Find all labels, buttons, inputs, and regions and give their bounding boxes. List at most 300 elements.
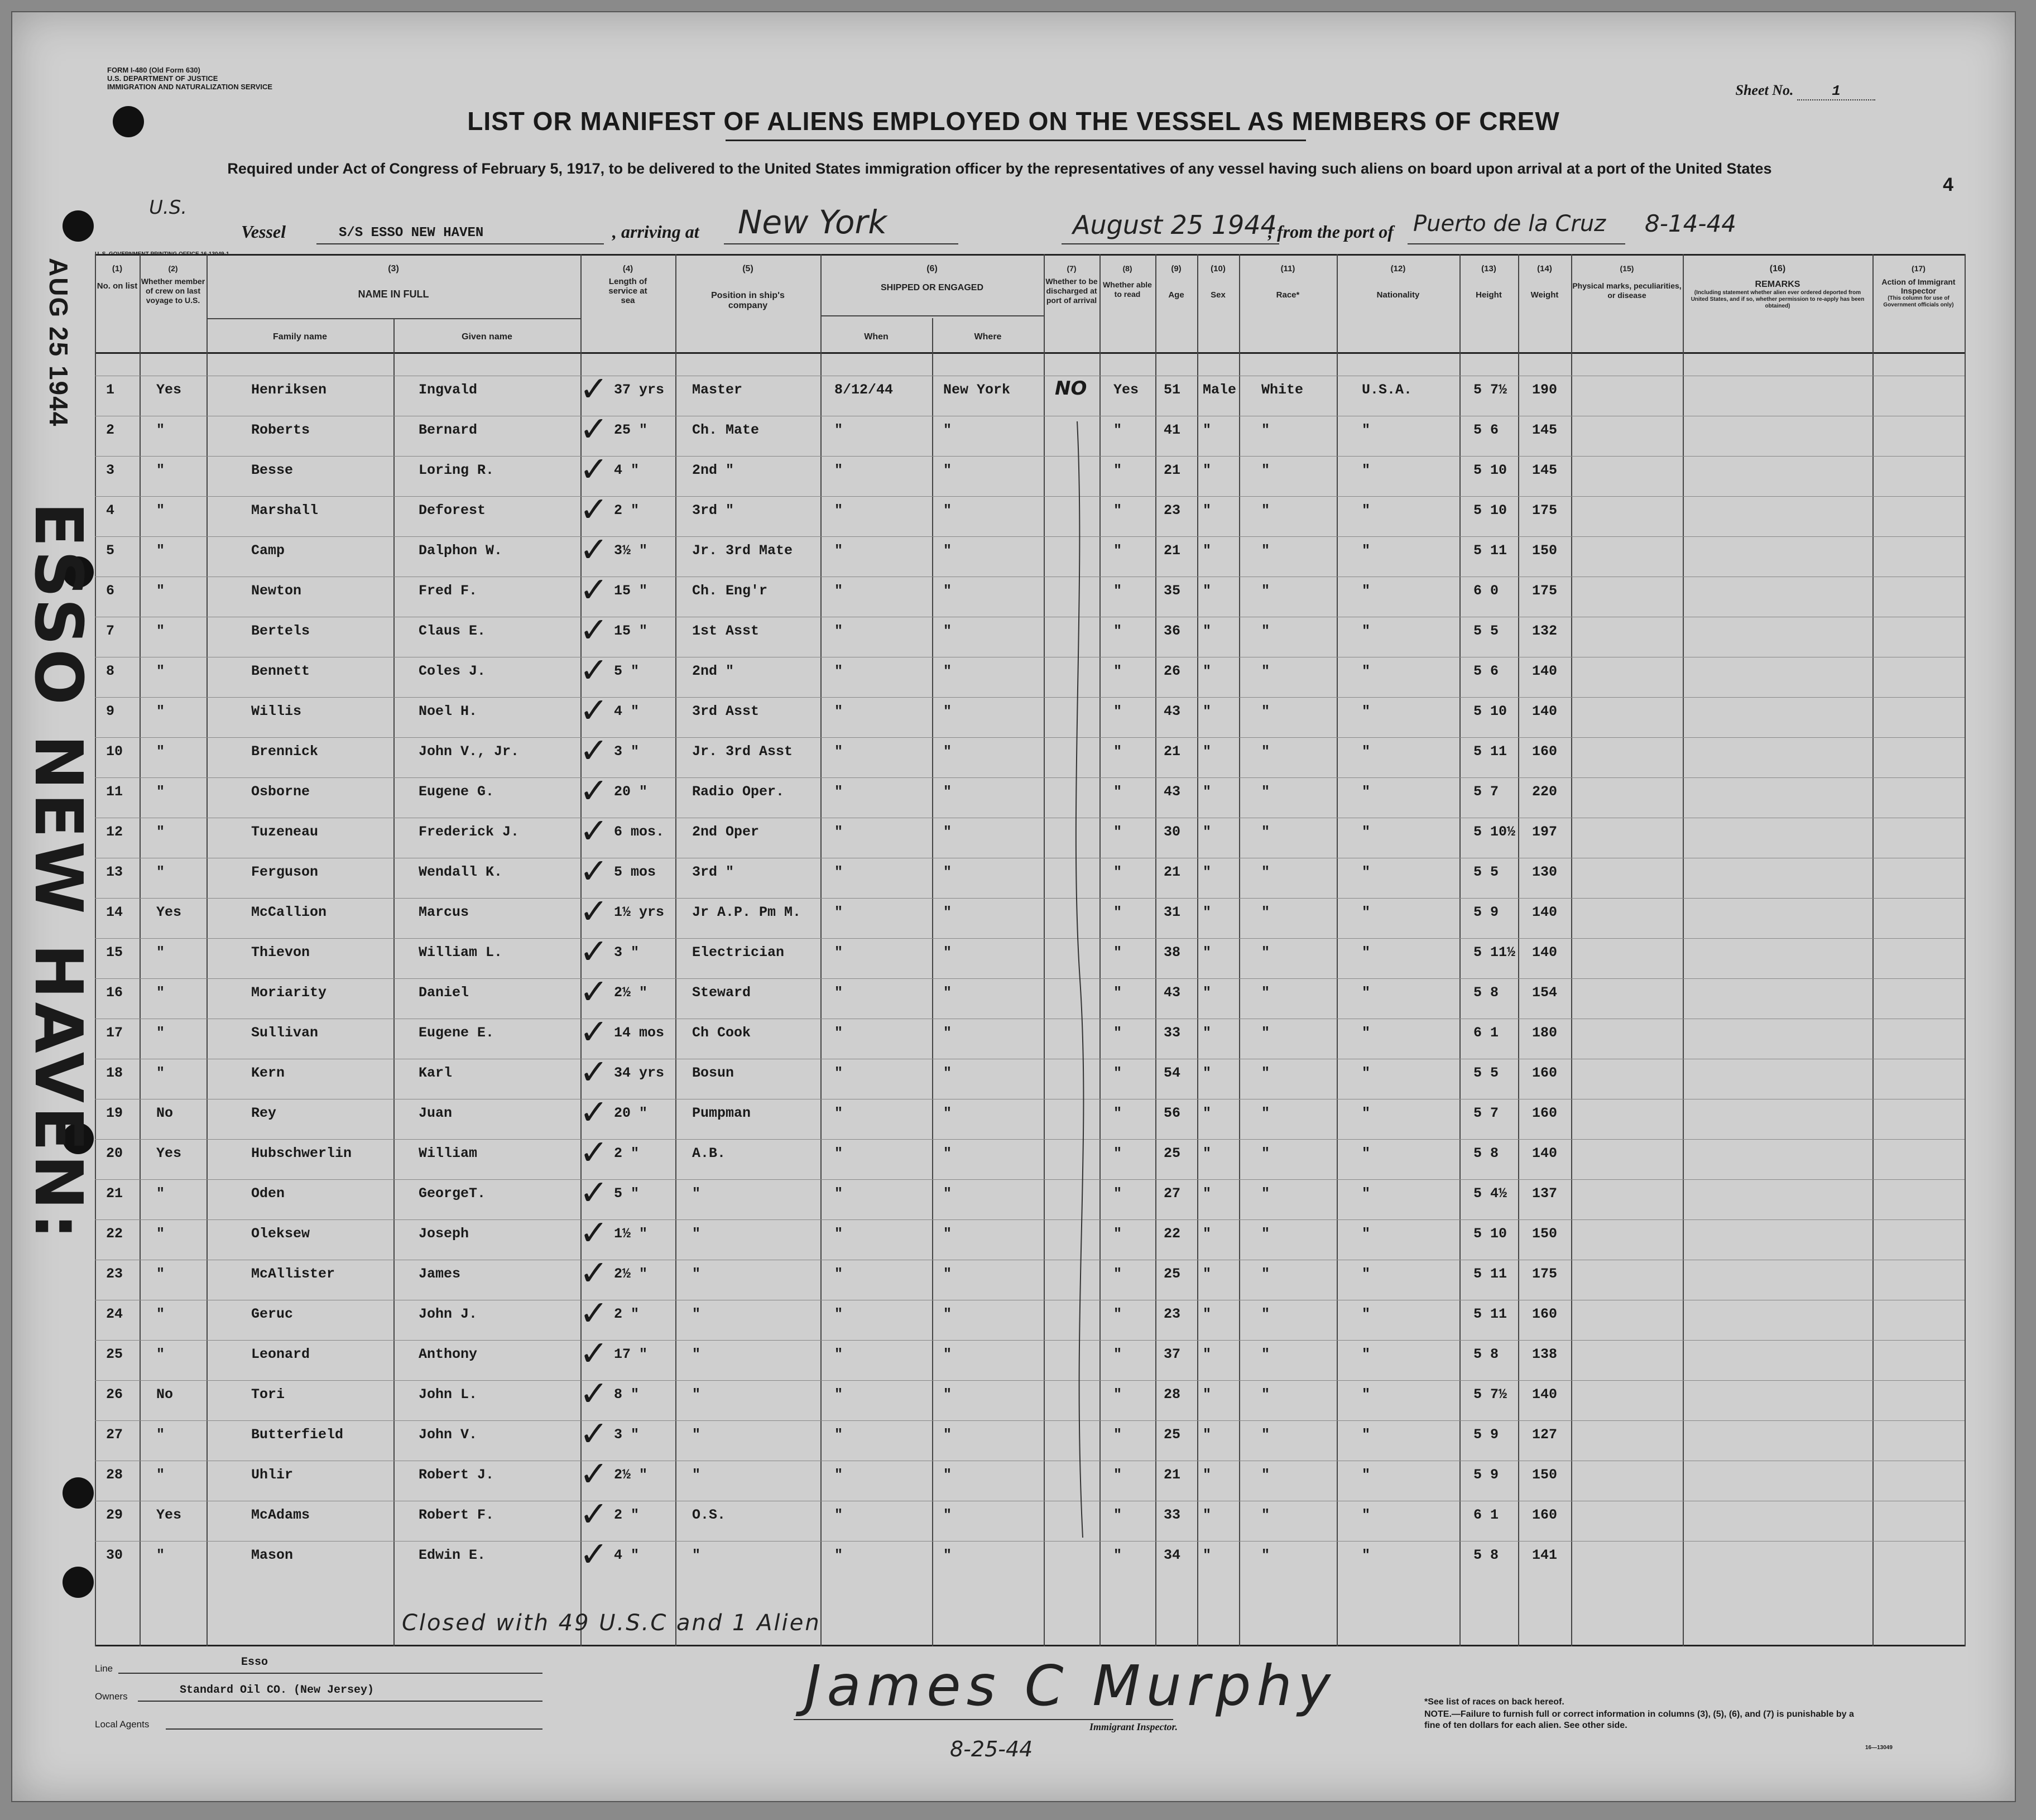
cell-weight: 145	[1532, 462, 1558, 478]
cell-weight: 160	[1532, 1065, 1558, 1081]
cell-shipped-where: "	[943, 1065, 952, 1081]
cell-service-length: 20 "	[614, 1105, 648, 1121]
cell-nationality: "	[1362, 1306, 1371, 1322]
cell-row-number: 3	[106, 462, 115, 478]
check-mark-icon: ✓	[579, 730, 608, 771]
cell-service-length: 34 yrs	[614, 1065, 665, 1081]
cell-family-name: Willis	[251, 703, 302, 719]
cell-given-name: John J.	[419, 1306, 478, 1322]
cell-row-number: 27	[106, 1427, 123, 1443]
cell-shipped-where: "	[943, 462, 952, 478]
table-row	[95, 851, 1965, 899]
cell-age: 21	[1164, 743, 1181, 760]
cell-nationality: "	[1362, 1547, 1371, 1563]
cell-weight: 138	[1532, 1346, 1558, 1362]
table-row	[95, 770, 1965, 818]
cell-height: 5 5	[1473, 1065, 1499, 1081]
cell-shipped-when: "	[834, 583, 843, 599]
cell-age: 43	[1164, 985, 1181, 1001]
cell-position: Ch. Eng'r	[692, 583, 768, 599]
cell-shipped-where: "	[943, 623, 952, 639]
cell-family-name: Bennett	[251, 663, 310, 679]
cell-sex: "	[1203, 703, 1212, 719]
table-row	[95, 1494, 1965, 1542]
cell-height: 5 5	[1473, 623, 1499, 639]
cell-race: "	[1261, 542, 1270, 559]
cell-last-voyage: "	[156, 663, 165, 679]
cell-given-name: Juan	[419, 1105, 453, 1121]
cell-nationality: "	[1362, 824, 1371, 840]
cell-height: 5 7	[1473, 784, 1499, 800]
check-mark-icon: ✓	[579, 1494, 608, 1534]
cell-height: 5 7½	[1473, 1386, 1507, 1403]
cell-given-name: James	[419, 1266, 461, 1282]
cell-row-number: 18	[106, 1065, 123, 1081]
cell-race: "	[1261, 1266, 1270, 1282]
cell-race: "	[1261, 1105, 1270, 1121]
cell-row-number: 29	[106, 1507, 123, 1523]
cell-height: 6 1	[1473, 1507, 1499, 1523]
cell-service-length: 5 mos	[614, 864, 656, 880]
cell-position: 2nd "	[692, 462, 734, 478]
cell-last-voyage: "	[156, 583, 165, 599]
cell-shipped-where: "	[943, 824, 952, 840]
check-mark-icon: ✓	[579, 810, 608, 851]
cell-family-name: Camp	[251, 542, 285, 559]
cell-row-number: 24	[106, 1306, 123, 1322]
cell-shipped-when: "	[834, 985, 843, 1001]
cell-given-name: John V., Jr.	[419, 743, 520, 760]
table-row	[95, 1172, 1965, 1220]
cell-position: Steward	[692, 985, 751, 1001]
table-row	[95, 1413, 1965, 1461]
cell-able-to-read: "	[1113, 502, 1122, 518]
cell-height: 5 8	[1473, 1346, 1499, 1362]
cell-row-number: 15	[106, 944, 123, 961]
cell-position: "	[692, 1226, 701, 1242]
cell-shipped-when: "	[834, 1266, 843, 1282]
cell-shipped-where: "	[943, 1547, 952, 1563]
cell-weight: 140	[1532, 1145, 1558, 1161]
cell-age: 30	[1164, 824, 1181, 840]
table-row	[95, 931, 1965, 979]
cell-nationality: "	[1362, 1386, 1371, 1403]
cell-last-voyage: "	[156, 784, 165, 800]
cell-nationality: "	[1362, 1467, 1371, 1483]
cell-row-number: 19	[106, 1105, 123, 1121]
cell-age: 31	[1164, 904, 1181, 920]
cell-nationality: "	[1362, 904, 1371, 920]
cell-family-name: Osborne	[251, 784, 310, 800]
table-row	[95, 891, 1965, 939]
cell-position: Jr. 3rd Mate	[692, 542, 793, 559]
cell-able-to-read: "	[1113, 1105, 1122, 1121]
cell-last-voyage: "	[156, 1467, 165, 1483]
form-code: 16—13049	[1865, 1745, 1893, 1751]
cell-sex: "	[1203, 864, 1212, 880]
cell-able-to-read: "	[1113, 623, 1122, 639]
cell-service-length: 5 "	[614, 1185, 640, 1202]
col-header-nationality: (12) Nationality	[1376, 264, 1420, 300]
cell-age: 33	[1164, 1025, 1181, 1041]
cell-shipped-when: "	[834, 1507, 843, 1523]
cell-row-number: 23	[106, 1266, 123, 1282]
cell-last-voyage: "	[156, 864, 165, 880]
cell-row-number: 30	[106, 1547, 123, 1563]
cell-last-voyage: "	[156, 1306, 165, 1322]
cell-given-name: Bernard	[419, 422, 478, 438]
cell-last-voyage: "	[156, 1065, 165, 1081]
cell-weight: 140	[1532, 904, 1558, 920]
cell-given-name: William L.	[419, 944, 503, 961]
cell-row-number: 25	[106, 1346, 123, 1362]
cell-position: 1st Asst	[692, 623, 760, 639]
punch-hole	[63, 210, 94, 242]
cell-height: 5 9	[1473, 1467, 1499, 1483]
cell-height: 5 6	[1473, 663, 1499, 679]
cell-nationality: "	[1362, 1346, 1371, 1362]
cell-position: Pumpman	[692, 1105, 751, 1121]
table-top-rule	[95, 254, 1965, 256]
cell-row-number: 26	[106, 1386, 123, 1403]
col-header-physical-marks: (15) Physical marks, peculiarities, or disease	[1572, 264, 1682, 300]
cell-age: 25	[1164, 1266, 1181, 1282]
cell-sex: "	[1203, 1346, 1212, 1362]
cell-last-voyage: No	[156, 1386, 174, 1403]
check-mark-icon: ✓	[579, 1132, 608, 1173]
cell-height: 6 1	[1473, 1025, 1499, 1041]
cell-given-name: Karl	[419, 1065, 453, 1081]
page-title: LIST OR MANIFEST OF ALIENS EMPLOYED ON THE VESSEL AS MEMBERS OF CREW	[467, 107, 1560, 136]
cell-position: "	[692, 1266, 701, 1282]
cell-last-voyage: "	[156, 462, 165, 478]
cell-shipped-when: "	[834, 1145, 843, 1161]
cell-shipped-when: "	[834, 743, 843, 760]
cell-last-voyage: Yes	[156, 1507, 182, 1523]
cell-nationality: "	[1362, 944, 1371, 961]
corner-number: 4	[1943, 174, 1953, 195]
col-header-discharged: (7) Whether to be discharged at port of arrival	[1045, 264, 1098, 305]
cell-family-name: Ferguson	[251, 864, 319, 880]
cell-age: 21	[1164, 542, 1181, 559]
cell-sex: "	[1203, 1025, 1212, 1041]
cell-height: 5 9	[1473, 904, 1499, 920]
col-header-family-name: Family name	[273, 332, 327, 342]
cell-age: 54	[1164, 1065, 1181, 1081]
table-row	[95, 1252, 1965, 1300]
col-header-height: (13) Height	[1476, 264, 1502, 300]
cell-able-to-read: "	[1113, 944, 1122, 961]
cell-nationality: "	[1362, 663, 1371, 679]
race-note: *See list of races on back hereof.	[1424, 1697, 1564, 1707]
cell-sex: "	[1203, 1145, 1212, 1161]
cell-age: 21	[1164, 1467, 1181, 1483]
check-mark-icon: ✓	[579, 851, 608, 891]
cell-nationality: "	[1362, 743, 1371, 760]
cell-shipped-when: "	[834, 1346, 843, 1362]
cell-position: A.B.	[692, 1145, 726, 1161]
cell-weight: 175	[1532, 583, 1558, 599]
cell-service-length: 1½ yrs	[614, 904, 665, 920]
cell-shipped-where: "	[943, 1386, 952, 1403]
cell-row-number: 17	[106, 1025, 123, 1041]
cell-shipped-when: "	[834, 824, 843, 840]
cell-height: 5 8	[1473, 985, 1499, 1001]
cell-given-name: Anthony	[419, 1346, 478, 1362]
cell-shipped-where: "	[943, 1226, 952, 1242]
cell-family-name: McAdams	[251, 1507, 310, 1523]
arriving-label: , arriving at	[612, 222, 699, 242]
cell-able-to-read: "	[1113, 824, 1122, 840]
cell-service-length: 4 "	[614, 462, 640, 478]
cell-service-length: 15 "	[614, 583, 648, 599]
cell-shipped-when: "	[834, 462, 843, 478]
cell-able-to-read: "	[1113, 462, 1122, 478]
cell-able-to-read: "	[1113, 1065, 1122, 1081]
cell-weight: 160	[1532, 743, 1558, 760]
cell-given-name: Loring R.	[419, 462, 494, 478]
cell-row-number: 13	[106, 864, 123, 880]
cell-height: 5 7½	[1473, 382, 1507, 398]
discharge-column-stroke	[1066, 421, 1099, 1538]
cell-sex: "	[1203, 462, 1212, 478]
cell-last-voyage: "	[156, 1226, 165, 1242]
cell-row-number: 16	[106, 985, 123, 1001]
cell-sex: Male	[1203, 382, 1237, 398]
cell-race: White	[1261, 382, 1304, 398]
cell-last-voyage: "	[156, 743, 165, 760]
cell-shipped-where: "	[943, 583, 952, 599]
cell-row-number: 5	[106, 542, 115, 559]
cell-last-voyage: "	[156, 824, 165, 840]
cell-age: 37	[1164, 1346, 1181, 1362]
cell-nationality: "	[1362, 1105, 1371, 1121]
cell-weight: 127	[1532, 1427, 1558, 1443]
cell-shipped-when: 8/12/44	[834, 382, 894, 398]
cell-sex: "	[1203, 1386, 1212, 1403]
cell-family-name: McAllister	[251, 1266, 335, 1282]
cell-nationality: "	[1362, 1185, 1371, 1202]
cell-row-number: 11	[106, 784, 123, 800]
sheet-number	[1736, 82, 1876, 100]
cell-position: Ch. Mate	[692, 422, 760, 438]
cell-given-name: Noel H.	[419, 703, 478, 719]
cell-age: 21	[1164, 864, 1181, 880]
department-name: U.S. DEPARTMENT OF JUSTICE	[107, 74, 218, 83]
check-mark-icon: ✓	[579, 971, 608, 1012]
cell-service-length: 3 "	[614, 743, 640, 760]
cell-given-name: Daniel	[419, 985, 469, 1001]
table-row	[95, 730, 1965, 778]
owners-label: Owners	[95, 1691, 128, 1702]
cell-position: 2nd "	[692, 663, 734, 679]
cell-shipped-where: "	[943, 743, 952, 760]
closing-note: Closed with 49 U.S.C and 1 Alien	[402, 1610, 821, 1636]
cell-able-to-read: "	[1113, 1145, 1122, 1161]
cell-given-name: Claus E.	[419, 623, 486, 639]
cell-weight: 130	[1532, 864, 1558, 880]
check-mark-icon: ✓	[579, 770, 608, 811]
cell-shipped-where: "	[943, 1467, 952, 1483]
cell-weight: 154	[1532, 985, 1558, 1001]
vessel-fill-line	[316, 243, 604, 244]
cell-race: "	[1261, 1467, 1270, 1483]
cell-given-name: Eugene G.	[419, 784, 494, 800]
cell-nationality: "	[1362, 502, 1371, 518]
cell-weight: 190	[1532, 382, 1558, 398]
cell-family-name: Hubschwerlin	[251, 1145, 352, 1161]
col-header-when: When	[864, 332, 889, 342]
table-row	[95, 690, 1965, 738]
cell-shipped-when: "	[834, 1185, 843, 1202]
cell-age: 33	[1164, 1507, 1181, 1523]
cell-able-to-read: "	[1113, 1507, 1122, 1523]
cell-race: "	[1261, 944, 1270, 961]
cell-given-name: Edwin E.	[419, 1547, 486, 1563]
cell-weight: 150	[1532, 1467, 1558, 1483]
cell-height: 5 10½	[1473, 824, 1516, 840]
cell-position: "	[692, 1386, 701, 1403]
cell-height: 6 0	[1473, 583, 1499, 599]
form-identifier	[107, 66, 272, 91]
table-row	[95, 529, 1965, 577]
cell-age: 23	[1164, 1306, 1181, 1322]
from-port: Puerto de la Cruz	[1413, 211, 1606, 237]
check-mark-icon: ✓	[579, 1453, 608, 1494]
cell-family-name: Tori	[251, 1386, 285, 1403]
cell-last-voyage: "	[156, 1427, 165, 1443]
cell-shipped-where: "	[943, 864, 952, 880]
cell-last-voyage: "	[156, 703, 165, 719]
check-mark-icon: ✓	[579, 931, 608, 972]
cell-given-name: Wendall K.	[419, 864, 503, 880]
cell-service-length: 17 "	[614, 1346, 648, 1362]
cell-shipped-where: "	[943, 502, 952, 518]
cell-position: 2nd Oper	[692, 824, 760, 840]
cell-able-to-read: "	[1113, 1266, 1122, 1282]
cell-shipped-when: "	[834, 1386, 843, 1403]
service-name: IMMIGRATION AND NATURALIZATION SERVICE	[107, 83, 273, 91]
stamp-date: AUG 25 1944	[44, 258, 73, 428]
cell-position: "	[692, 1547, 701, 1563]
cell-able-to-read: "	[1113, 1226, 1122, 1242]
cell-able-to-read: "	[1113, 1427, 1122, 1443]
cell-last-voyage: Yes	[156, 1145, 182, 1161]
cell-service-length: 1½ "	[614, 1226, 648, 1242]
cell-sex: "	[1203, 1507, 1212, 1523]
cell-race: "	[1261, 784, 1270, 800]
check-mark-icon: ✓	[579, 1212, 608, 1253]
cell-sex: "	[1203, 944, 1212, 961]
cell-sex: "	[1203, 985, 1212, 1001]
cell-able-to-read: "	[1113, 422, 1122, 438]
cell-service-length: 2½ "	[614, 985, 648, 1001]
cell-weight: 160	[1532, 1105, 1558, 1121]
cell-service-length: 2 "	[614, 502, 640, 518]
cell-service-length: 4 "	[614, 1547, 640, 1563]
table-row	[95, 1293, 1965, 1341]
cell-given-name: Fred F.	[419, 583, 478, 599]
table-row	[95, 810, 1965, 858]
cell-family-name: Uhlir	[251, 1467, 294, 1483]
cell-family-name: Tuzeneau	[251, 824, 319, 840]
check-mark-icon: ✓	[579, 1092, 608, 1132]
cell-weight: 150	[1532, 542, 1558, 559]
cell-service-length: 2 "	[614, 1507, 640, 1523]
table-row	[95, 1534, 1965, 1582]
cell-height: 5 8	[1473, 1145, 1499, 1161]
cell-service-length: 37 yrs	[614, 382, 665, 398]
cell-sex: "	[1203, 1065, 1212, 1081]
cell-family-name: Marshall	[251, 502, 319, 518]
check-mark-icon: ✓	[579, 690, 608, 731]
cell-row-number: 28	[106, 1467, 123, 1483]
cell-position: Electrician	[692, 944, 785, 961]
col-header-age: (9) Age	[1168, 264, 1184, 300]
cell-position: "	[692, 1185, 701, 1202]
table-row	[95, 368, 1965, 416]
cell-position: 3rd "	[692, 864, 734, 880]
cell-shipped-where: New York	[943, 382, 1011, 398]
date-fill-line	[1062, 243, 1279, 244]
cell-sex: "	[1203, 1467, 1212, 1483]
cell-weight: 180	[1532, 1025, 1558, 1041]
signature-date: 8-25-44	[950, 1737, 1033, 1761]
cell-position: Jr. 3rd Asst	[692, 743, 793, 760]
cell-weight: 141	[1532, 1547, 1558, 1563]
inspector-signature: James C Murphy	[805, 1653, 1337, 1718]
cell-able-to-read: "	[1113, 904, 1122, 920]
cell-service-length: 14 mos	[614, 1025, 665, 1041]
arriving-port: New York	[738, 203, 887, 241]
cell-last-voyage: Yes	[156, 382, 182, 398]
cell-nationality: "	[1362, 784, 1371, 800]
cell-able-to-read: "	[1113, 542, 1122, 559]
cell-race: "	[1261, 502, 1270, 518]
cell-able-to-read: "	[1113, 743, 1122, 760]
cell-nationality: "	[1362, 703, 1371, 719]
cell-nationality: "	[1362, 422, 1371, 438]
cell-shipped-where: "	[943, 1427, 952, 1443]
cell-last-voyage: "	[156, 1346, 165, 1362]
cell-able-to-read: "	[1113, 784, 1122, 800]
cell-race: "	[1261, 864, 1270, 880]
cell-family-name: Moriarity	[251, 985, 327, 1001]
cell-age: 21	[1164, 462, 1181, 478]
cell-height: 5 10	[1473, 502, 1507, 518]
cell-last-voyage: "	[156, 944, 165, 961]
cell-given-name: Deforest	[419, 502, 486, 518]
cell-row-number: 20	[106, 1145, 123, 1161]
cell-family-name: Oden	[251, 1185, 285, 1202]
check-mark-icon: ✓	[579, 650, 608, 690]
cell-shipped-where: "	[943, 985, 952, 1001]
cell-shipped-where: "	[943, 663, 952, 679]
cell-shipped-where: "	[943, 784, 952, 800]
cell-shipped-when: "	[834, 864, 843, 880]
cell-age: 23	[1164, 502, 1181, 518]
cell-row-number: 14	[106, 904, 123, 920]
title-underline	[726, 140, 1306, 141]
check-mark-icon: ✓	[579, 1293, 608, 1333]
cell-shipped-where: "	[943, 944, 952, 961]
vessel-name: S/S ESSO NEW HAVEN	[339, 225, 484, 241]
cell-last-voyage: No	[156, 1105, 174, 1121]
cell-nationality: "	[1362, 1145, 1371, 1161]
cell-height: 5 10	[1473, 703, 1507, 719]
cell-position: "	[692, 1306, 701, 1322]
col-header-service: (4) Length of service at sea	[608, 264, 647, 305]
